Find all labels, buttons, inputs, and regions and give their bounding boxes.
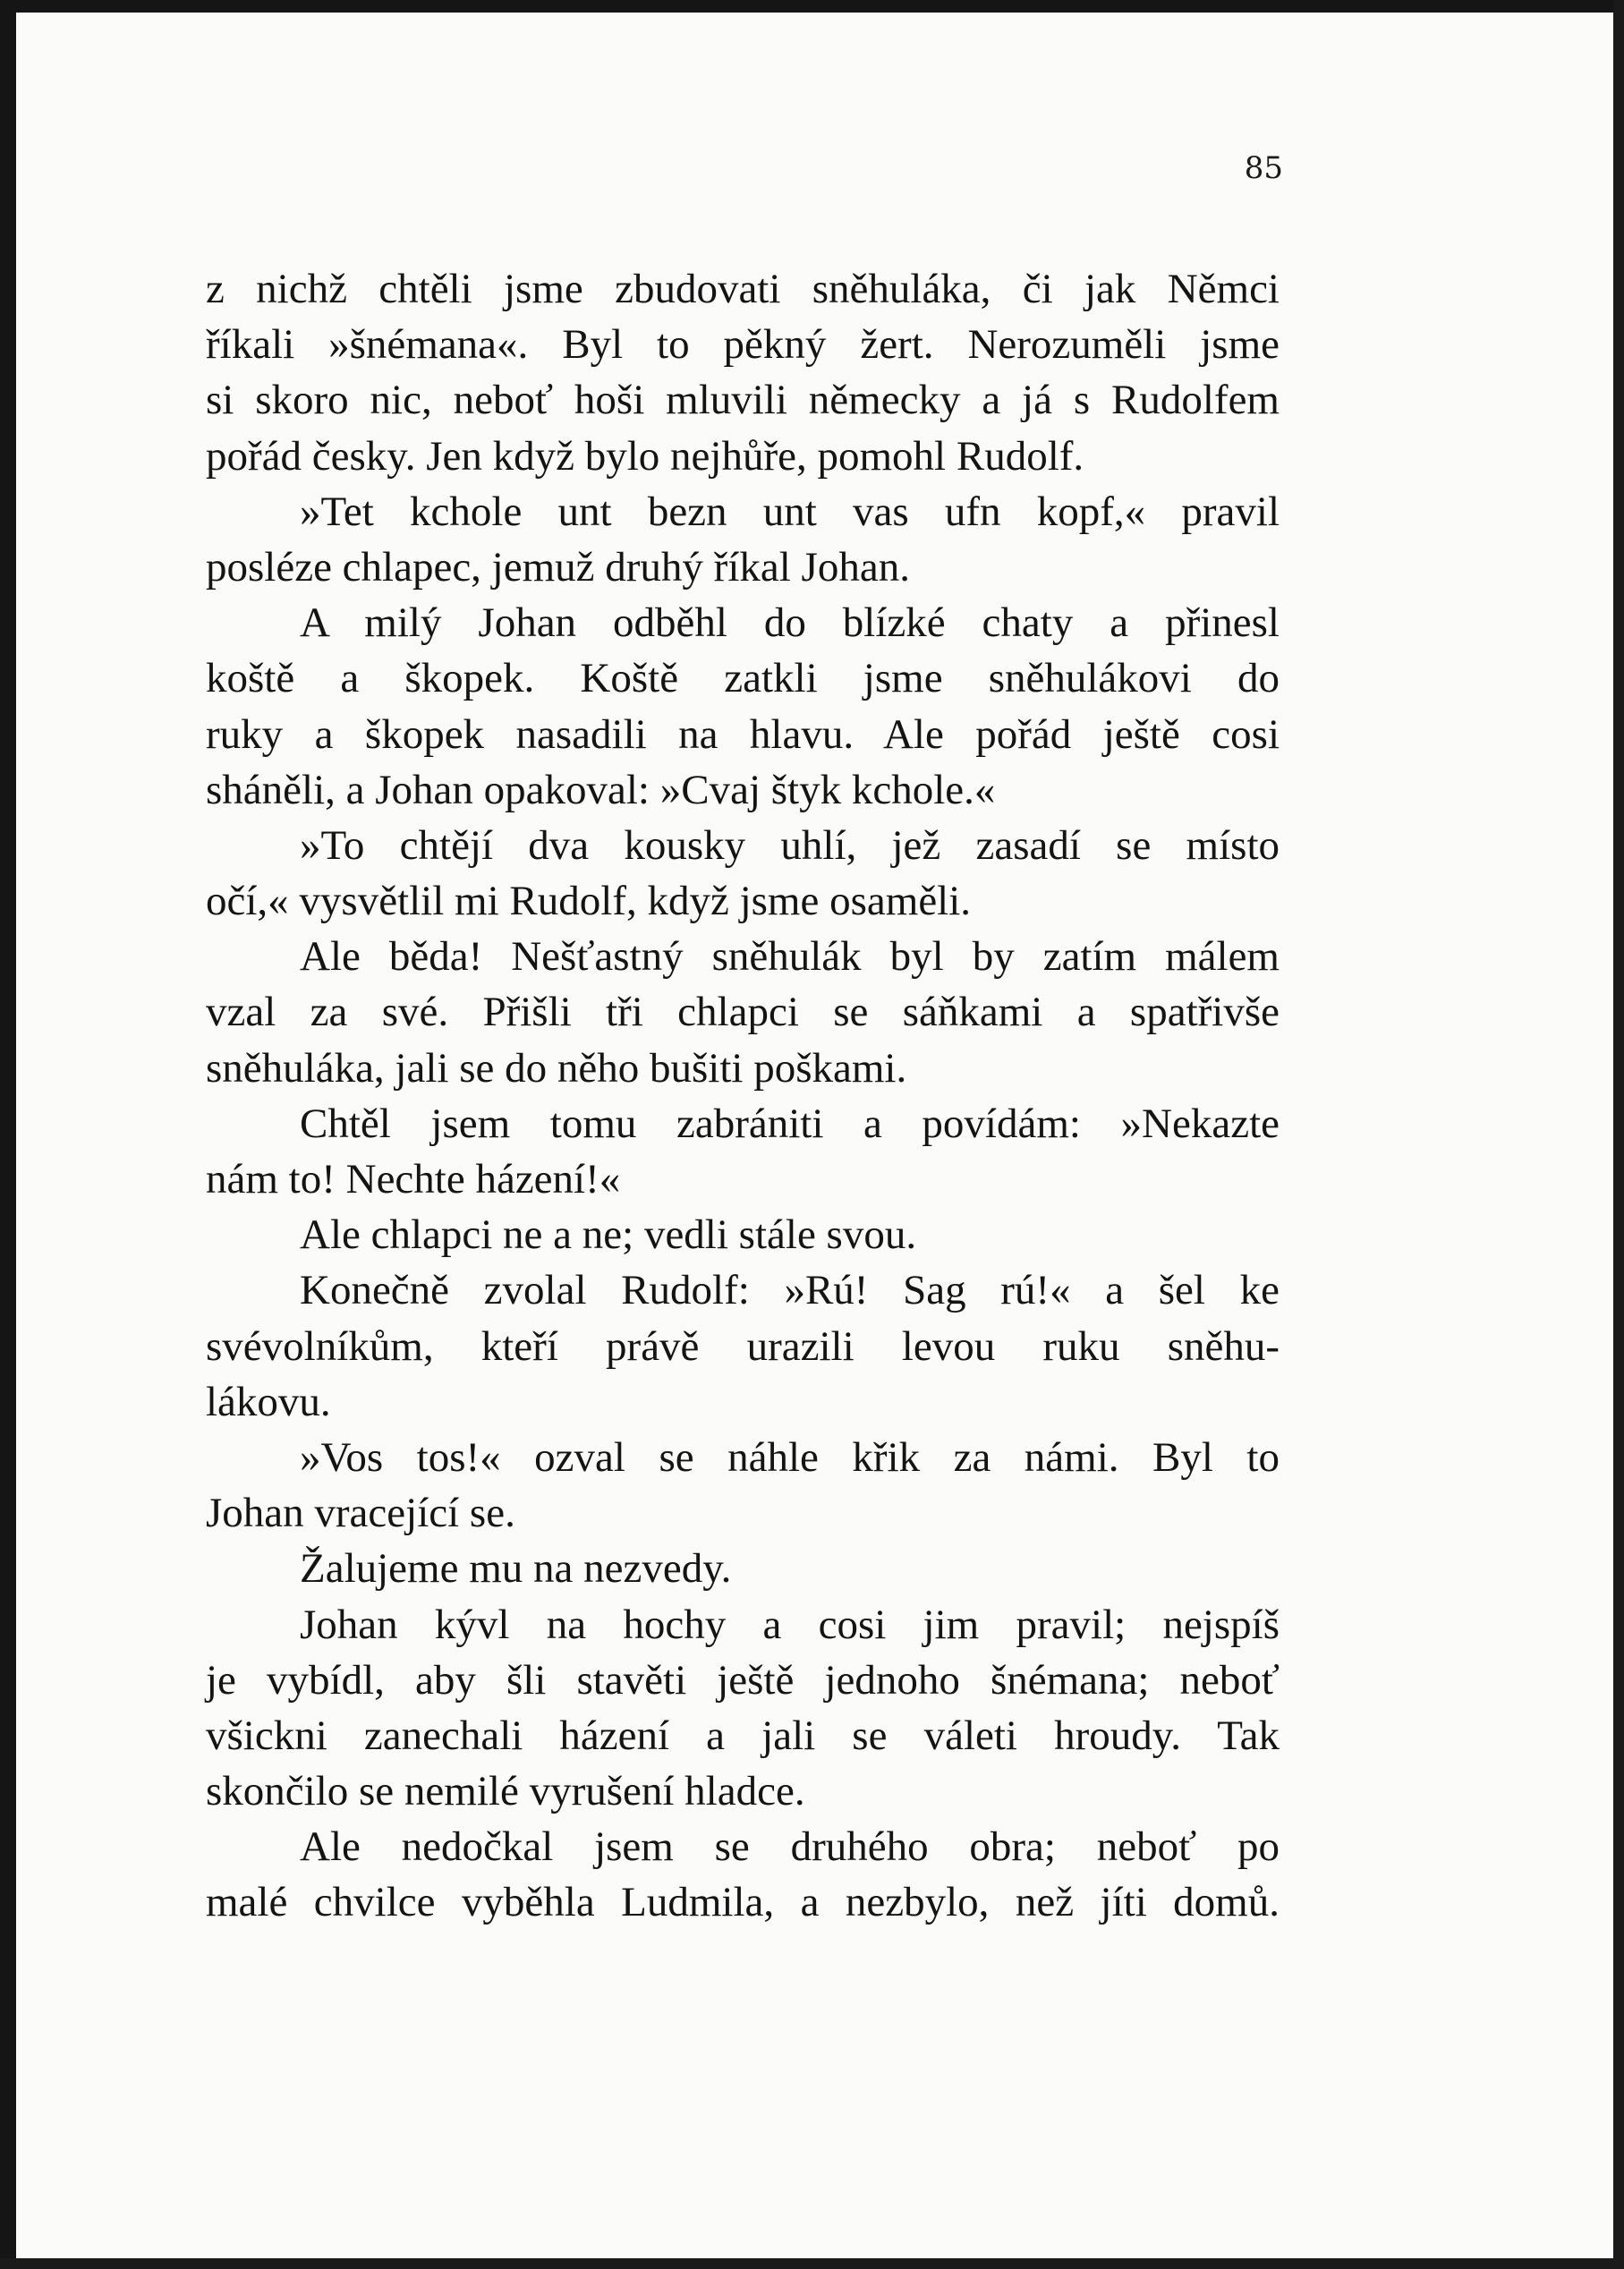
- text-line: posléze chlapec, jemuž druhý říkal Johan.: [206, 543, 910, 591]
- text-line: »Tet kchole unt bezn unt vas ufn kopf,« pravil: [300, 488, 1280, 535]
- text-line: Ale nedočkal jsem se druhého obra; neboť po: [300, 1823, 1280, 1871]
- text-line: očí,« vysvětlil mi Rudolf, když jsme osaměli.: [206, 878, 972, 925]
- text-line: Johan kývl na hochy a cosi jim pravil; nejspíš: [300, 1601, 1280, 1648]
- text-line: A milý Johan odběhl do blízké chaty a přinesl: [300, 599, 1280, 647]
- text-line: je vybídl, aby šli stavěti ještě jednoho šnémana; neboť: [206, 1656, 1280, 1704]
- text-line: sháněli, a Johan opakoval: »Cvaj štyk kchole.«: [206, 766, 996, 813]
- text-line: svévolníkům, kteří právě urazili levou ruku sněhu-: [206, 1322, 1280, 1370]
- text-line: všickni zanechali házení a jali se váleti hroudy. Tak: [206, 1712, 1280, 1759]
- text-line: lákovu.: [206, 1378, 331, 1425]
- text-line: Ale běda! Nešťastný sněhulák byl by zatím málem: [300, 933, 1280, 981]
- text-line: nám to! Nechte házení!«: [206, 1156, 621, 1202]
- text-line: Ale chlapci ne a ne; vedli stále svou.: [300, 1211, 917, 1259]
- text-line: »To chtějí dva kousky uhlí, jež zasadí se místo: [300, 821, 1280, 869]
- text-line: »Vos tos!« ozval se náhle křik za námi. Byl to: [300, 1433, 1280, 1481]
- text-line: vzal za své. Přišli tři chlapci se sáňkami a spatřivše: [206, 989, 1280, 1036]
- scan-border-top: [0, 0, 1624, 13]
- text-line: Chtěl jsem tomu zabrániti a povídám: »Nekazte: [300, 1100, 1280, 1147]
- text-line: Konečně zvolal Rudolf: »Rú! Sag rú!« a šel ke: [300, 1267, 1280, 1314]
- scan-border-right: [1613, 0, 1624, 2269]
- body-text: [206, 261, 1280, 1931]
- text-line: říkali »šnémana«. Byl to pěkný žert. Nerozuměli jsme: [206, 321, 1280, 369]
- text-line: koště a škopek. Koště zatkli jsme sněhulákovi do: [206, 655, 1280, 702]
- text-line: si skoro nic, neboť hoši mluvili německy a já s Rudolfem: [206, 377, 1280, 424]
- scan-border-bottom: [0, 2258, 1624, 2269]
- text-line: z nichž chtěli jsme zbudovati sněhuláka, či jak Němci: [206, 266, 1280, 312]
- text-line: sněhuláka, jali se do něho bušiti poškami.: [206, 1044, 907, 1092]
- text-line: ruky a škopek nasadili na hlavu. Ale pořád ještě cosi: [206, 710, 1280, 758]
- text-line: Johan vracející se.: [206, 1490, 515, 1537]
- text-line: pořád česky. Jen když bylo nejhůře, pomohl Rudolf.: [206, 432, 1084, 480]
- text-line: skončilo se nemilé vyrušení hladce.: [206, 1768, 805, 1815]
- page-number: 85: [1244, 150, 1283, 186]
- text-line: Žalujeme mu na nezvedy.: [300, 1545, 732, 1593]
- scan-border-left: [0, 0, 16, 2269]
- text-line: malé chvilce vyběhla Ludmila, a nezbylo, než jíti domů.: [206, 1879, 1280, 1926]
